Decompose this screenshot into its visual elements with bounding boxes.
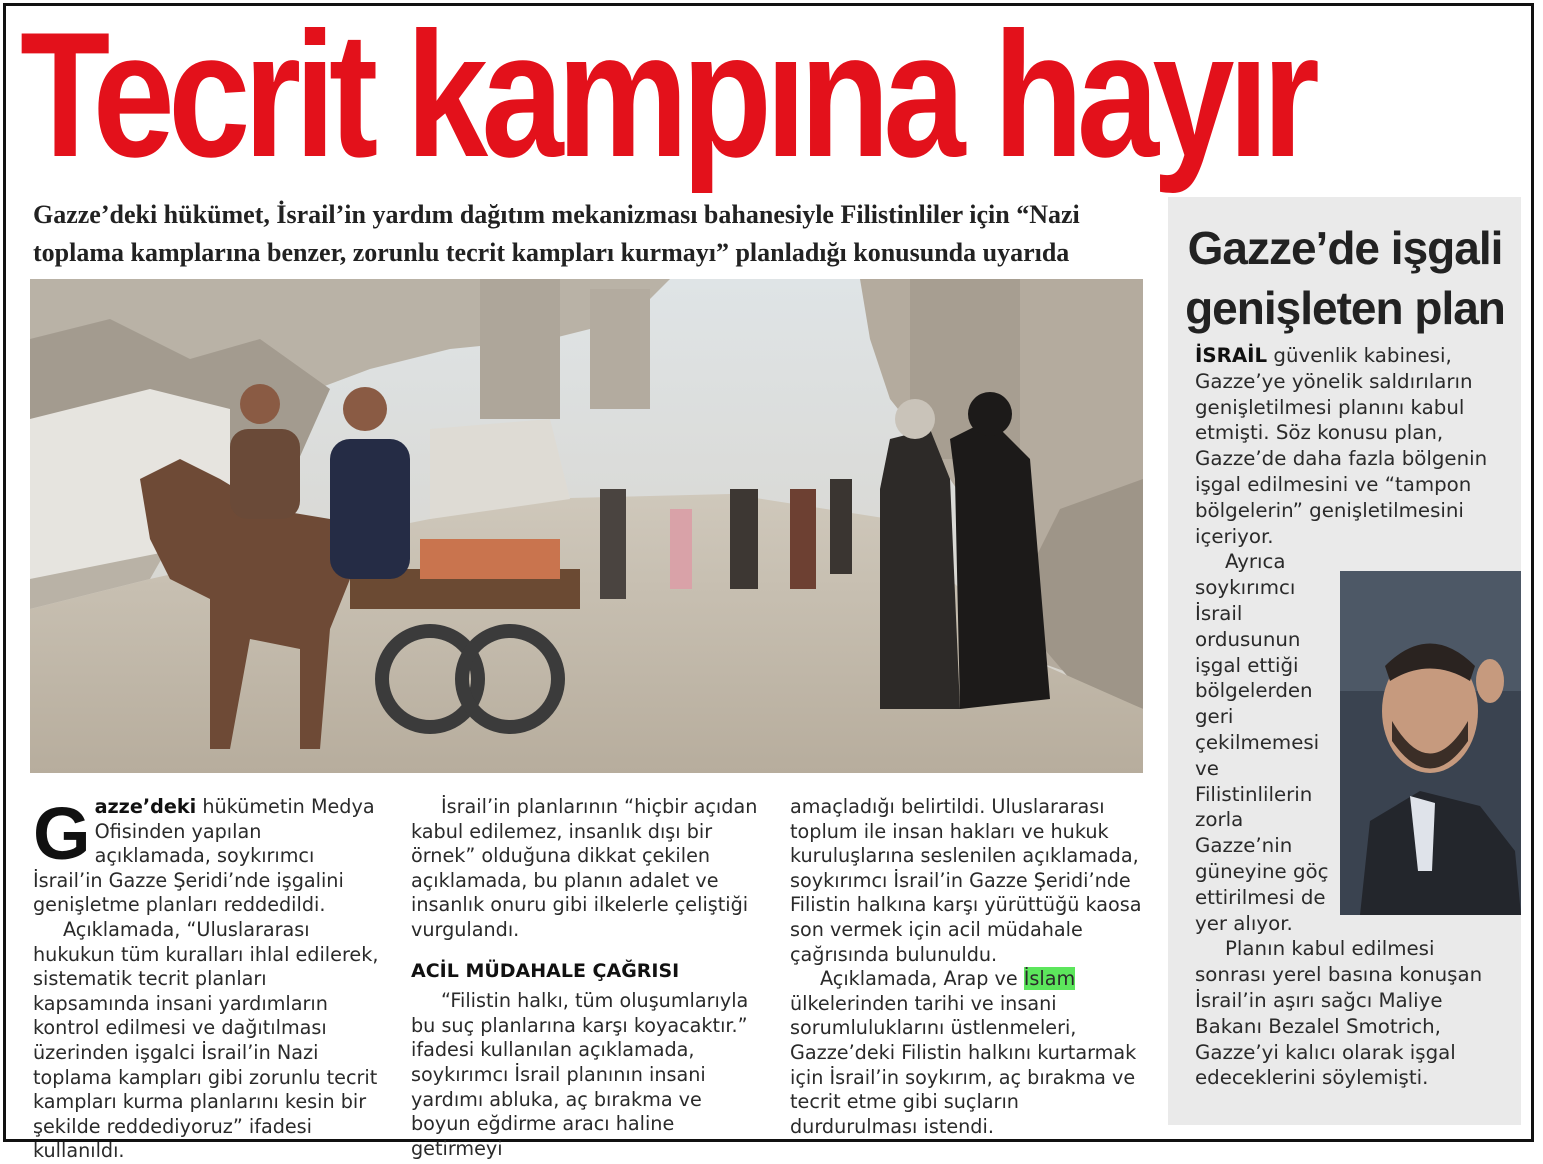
article-subhead: ACİL MÜDAHALE ÇAĞRISI (411, 959, 680, 982)
article-paragraph-6 (790, 967, 1143, 1139)
article-paragraph-2: Açıklamada, “Uluslararası hukukun tüm kuralları ihlal edilerek, sistematik tecrit planları kapsamında insani yardımların kontrol edilmesi ve dağıtılması üzerinden işgalci İsrail’in Nazi toplama kampları gibi zorunlu tecrit kampları kurma planlarını kesin bir şekilde reddediyoruz” ifadesi kullanıldı. (33, 917, 379, 1163)
article-column-2 (411, 795, 763, 1161)
lede-word: azze’deki (94, 795, 197, 818)
article-column-1 (33, 792, 383, 1164)
article-paragraph-5: amaçladığı belirtildi. Uluslararası toplum ile insan hakları ve hukuk kuruluşlarına seslenilen açıklamada, soykırımcı İsrail’in Gazze Şeridi’nde Filistin halkına karşı yürüttüğü kaosa son vermek için acil müdahale çağrısında bulunuldu. (790, 795, 1142, 966)
portrait-illustration (1340, 571, 1521, 915)
article-column-3 (790, 795, 1143, 1139)
sidebar-lede-word: İSRAİL (1195, 344, 1268, 367)
article-paragraph-3: İsrail’in planlarının “hiçbir açıdan kabul edilemez, insanlık dışı bir örnek” olduğuna dikkat çekilen açıklamada, bu planın adalet ve insanlık onuru gibi ilkelerle çeliştiği vurgulandı. (411, 795, 758, 941)
dropcap: G (33, 792, 91, 875)
article-paragraph-4: “Filistin halkı, tüm oluşumlarıyla bu suç planlarına karşı koyacaktır.” ifadesi kullanılan açıklamada, soykırımcı İsrail planının insani yardımı abluka, aç bırakma ve boyun eğdirme aracı haline getirmeyi (411, 989, 749, 1160)
lead-paragraph: Gazze’deki hükümet, İsrail’in yardım dağıtım mekanizması bahanesiyle Filistinliler için “Nazi toplama kamplarına benzer, zorunlu tecrit kampları kurmayı” planladığı konusunda uyarıda (33, 200, 1080, 267)
article-paragraph-1 (33, 792, 383, 918)
paragraph-text: ülkelerinden tarihi ve insani sorumluluklarını üstlenmeleri, Gazze’deki Filistin halkını kurtarmak için İsrail’in soykırım, aç bırakma ve tecrit etme gibi suçların durdurulması istendi. (790, 991, 1137, 1138)
smotrich-photo (1340, 571, 1521, 915)
sidebar-paragraph-1 (1195, 343, 1495, 549)
highlighted-word: İslam (1023, 967, 1076, 991)
sidebar-paragraph-3: Planın kabul edilmesi sonrası yerel basına konuşan İsrail’in aşırı sağcı Maliye Bakanı Bezalel Smotrich, Gazze’yi kalıcı olarak işgal edeceklerini söylemişti. (1195, 937, 1483, 1090)
gaza-street-photo-illustration (30, 279, 1143, 773)
paragraph-text: hükümetin Medya Ofisinden yapılan açıklamada, soykırımcı İsrail’in Gazze Şeridi’nde işgalini genişletme planları reddedildi. (33, 795, 375, 917)
main-photo (30, 279, 1143, 773)
sidebar-text (1195, 343, 1495, 1091)
paragraph-text: Açıklamada, Arap ve (820, 967, 1024, 991)
sidebar-paragraph-2: Ayrıca soykırımcı İsrail ordusunun işgal ettiği bölgelerden geri çekilmemesi ve Filistinlilerin zorla Gazze’nin güneyine göç ettirilmesi de yer alıyor. (1195, 550, 1329, 935)
headline: Tecrit kampına hayır (20, 0, 1314, 194)
paragraph-text: güvenlik kabinesi, Gazze’ye yönelik saldırıların genişletilmesi planını kabul etmişti. Söz konusu plan, Gazze’de daha fazla bölgenin işgal edilmesini ve “tampon bölgelerin” genişletilmesini içeriyor. (1195, 344, 1488, 548)
sidebar-title: Gazze’de işgali genişleten plan (1185, 222, 1505, 334)
